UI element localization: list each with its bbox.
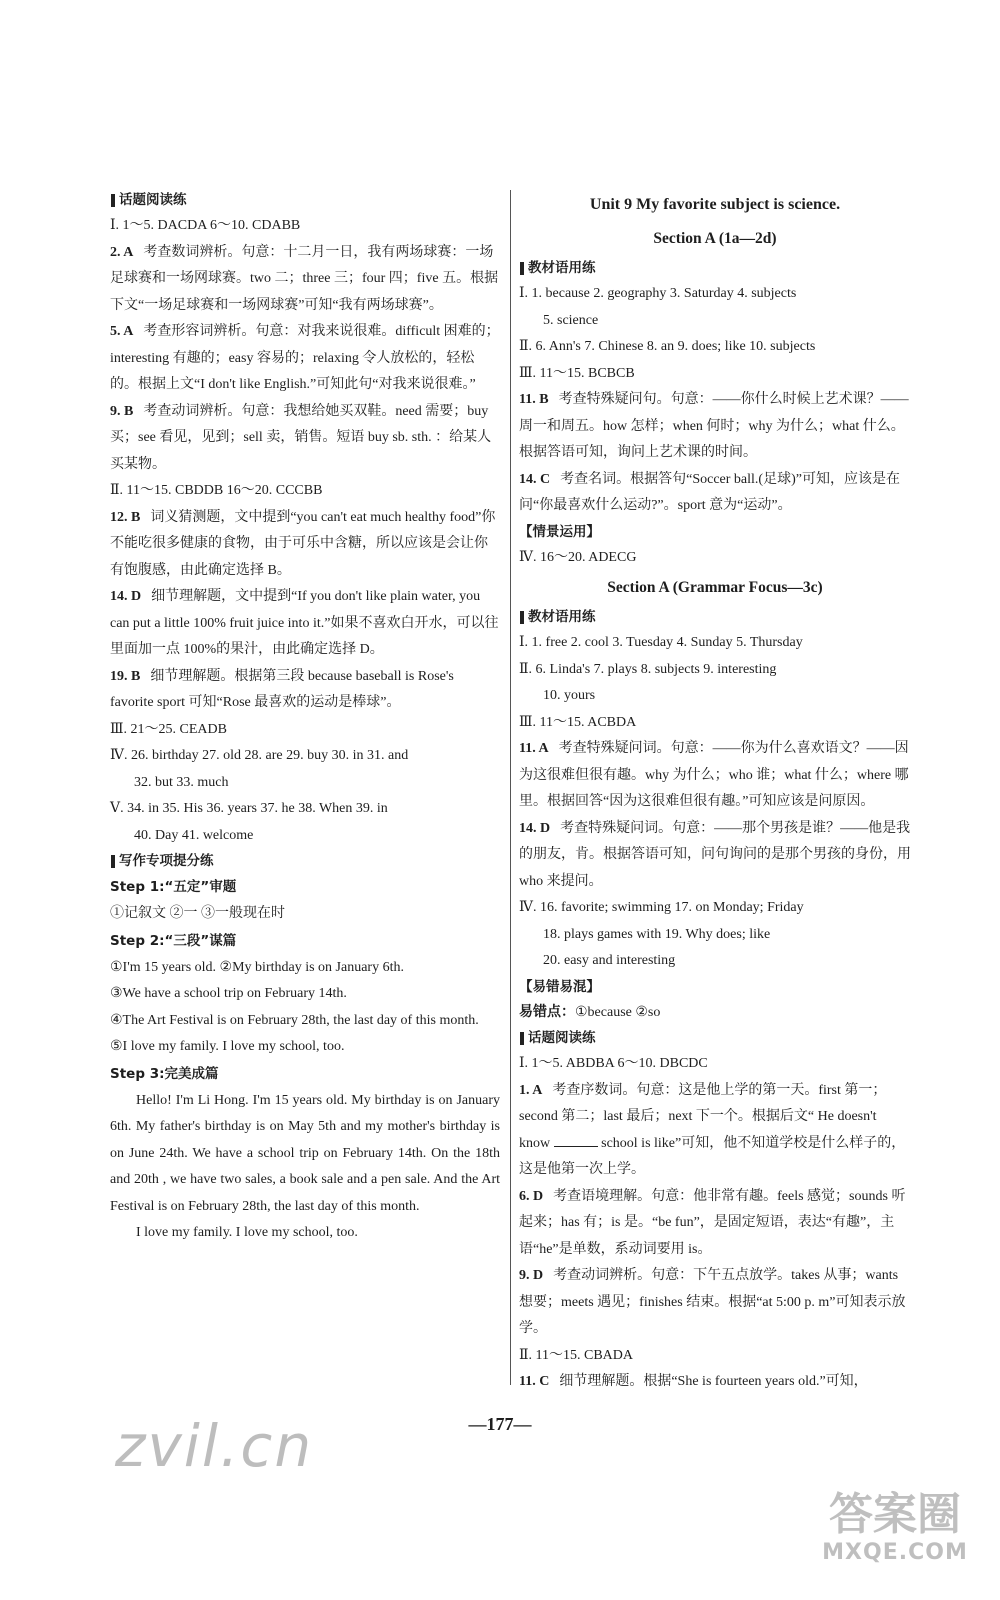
answer-line: Ⅰ. 1. because 2. geography 3. Saturday 4. subjects [519,286,797,301]
section-title: Section A (1a—2d) [653,230,777,247]
explanation-text: 考查动词辨析。句意：下午五点放学。takes 从事；wants 想要；meets 遇见；finishes 结束。根据“at 5:00 p. m”可知表示放学。 [519,1268,906,1336]
answer-line: Ⅲ. 11～15. ACBDA [519,714,637,730]
column-divider [510,190,511,1385]
explanation-text: 考查名词。根据答句“Soccer ball.(足球)”可知，应该是在问“你最喜欢什么运动?”。sport 意为“运动”。 [519,471,900,513]
answer-line: Ⅱ. 11～15. CBDDB 16～20. CCCBB [110,483,323,498]
watermark-domain: MXQE.COM [822,1540,968,1565]
explanation-text: 考查特殊疑问词。句意：——那个男孩是谁？——他是我的朋友，肯。根据答语可知，问句询问的是那个男孩的身份，用 who 来提问。 [519,820,911,889]
step-3-heading: Step 3:完美成篇 [110,1065,219,1082]
section-title: Section A (Grammar Focus—3c) [607,579,823,596]
explanation-q6 [519,1184,911,1264]
explanation-q11 [519,1369,911,1396]
question-number: 6. D [519,1188,544,1204]
answer-line: Ⅰ. 1～5. ABDBA 6～10. DBCDC [519,1056,708,1071]
explanation-text: 考查动词辨析。句意：我想给她买双鞋。need 需要；buy 买；see 看见，见到；sell 卖，销售。短语 buy sb. sth. ：给某人买某物。 [110,403,492,472]
explanation-text: 词义猜测题，文中提到“you can't eat much healthy food”你不能吃很多健康的食物，由于可乐中含糖，所以应该是会让你有饱腹感，由此确定选择 B。 [110,509,496,578]
answer-line: Ⅳ. 26. birthday 27. old 28. are 29. buy 30. in 31. and [110,748,409,763]
left-column [110,188,500,1247]
blank-line [554,1134,598,1147]
watermark-logo-text: 答案圈 [829,1489,961,1540]
watermark-right [810,1490,980,1565]
explanation-text: 细节理解题。根据“She is fourteen years old.”可知， [559,1374,868,1389]
explanation-q9 [519,1263,911,1343]
question-number: 1. A [519,1082,543,1098]
question-number: 9. B [110,403,134,419]
question-number: 14. D [110,589,142,604]
essay-paragraph: Hello! I'm Li Hong. I'm 15 years old. My birthday is on January 6th. My father's birthday is on May 5th and my mother's birthday is on June 24th. We have a school trip on February 14th. On the 18th and 20th , we have two sales, a book sale and a pen sale. And the Art Festival is on February 28th, the last day of this month. [110,1092,500,1214]
section-heading-textbook: 教材语用练 [519,256,911,281]
explanation-text: 考查特殊疑问词。句意：——你为什么喜欢语文？——因为这很难但很有趣。why 为什么；who 谁；what 什么；where 哪里。根据回答“因为这很难但很有趣。”可知应该是问原因。 [519,741,909,809]
step-1-heading: Step 1:“五定”审题 [110,879,237,895]
explanation-q14 [110,584,500,664]
explanation-text: 考查数词辨析。句意：十二月一日，我有两场球赛：一场足球赛和一场网球赛。two 二；three 三；four 四；five 五。根据下文“一场足球赛和一场网球赛”可知“我有两场球赛”。 [110,244,499,313]
question-number: 9. D [519,1268,544,1283]
section-heading-topic-reading: 话题阅读练 [519,1026,911,1051]
answer-line: 32. but 33. much [134,774,229,790]
question-number: 11. A [519,741,549,756]
explanation-text: 细节理解题。根据第三段 because baseball is Rose's favorite sport 可知“Rose 最喜欢的运动是棒球”。 [110,668,454,710]
step-2-line: ⑤I love my family. I love my school, too. [110,1039,345,1054]
answer-line: Ⅴ. 34. in 35. His 36. years 37. he 38. When 39. in [110,801,388,816]
explanation-text: 考查形容词辨析。句意：对我来说很难。difficult 困难的；interesting 有趣的；easy 容易的；relaxing 令人放松的，轻松的。根据上文“I don't like English.”可知此句“对我来说很难。” [110,324,500,392]
error-point-line [519,1000,911,1027]
page-number: —177— [468,1414,532,1434]
question-number: 11. B [519,392,549,407]
explanation-text: 考查序数词。句意：这是他上学的第一天。first 第一；second 第二；last 最后；next 下一个。根据后文“ He doesn't know [519,1082,887,1151]
explanation-q2 [110,240,500,320]
question-number: 14. C [519,471,551,487]
answer-line: 5. science [543,312,599,328]
explanation-q9 [110,399,500,479]
answer-line: 18. plays games with 19. Why does; like [543,926,771,942]
explanation-text: school is like”可知，他不知道学校是什么样子的，这是他第一次上学。 [519,1135,906,1177]
explanation-q14 [519,816,911,896]
essay-paragraph: I love my family. I love my school, too. [136,1225,358,1241]
error-point-text: ①because ②so [575,1004,661,1020]
explanation-text: 考查语境理解。句意：他非常有趣。feels 感觉；sounds 听起来；has 有；is 是。“be fun”，是固定短语，表达“有趣”，主语“he”是单数，系动词要用 is。 [519,1188,906,1257]
explanation-q19 [110,664,500,717]
explanation-text: 考查特殊疑问句。句意：——你什么时候上艺术课？——周一和周五。how 怎样；when 何时；why 为什么；what 什么。根据答语可知，询问上艺术课的时间。 [519,392,909,460]
question-number: 12. B [110,509,141,525]
answer-line: Ⅰ. 1～5. DACDA 6～10. CDABB [110,218,301,233]
answer-line: Ⅲ. 21～25. CEADB [110,721,227,737]
answer-line: Ⅰ. 1. free 2. cool 3. Tuesday 4. Sunday 5. Thursday [519,635,803,650]
question-number: 11. C [519,1374,550,1389]
explanation-text: 细节理解题，文中提到“If you don't like plain water, you can put a little 100% fruit juice into it.”如果不喜欢白开水，可以往里面加一点 100%的果汁，由此确定选择 D。 [110,589,499,657]
watermark-left: zvil.cn [115,1412,314,1480]
question-number: 5. A [110,324,134,339]
explanation-q11 [519,736,911,816]
answer-line: 20. easy and interesting [543,953,676,968]
step-2-line: ①I'm 15 years old. ②My birthday is on January 6th. [110,959,404,975]
explanation-q11 [519,387,911,467]
answer-line: Ⅲ. 11～15. BCBCB [519,365,635,381]
explanation-q14 [519,467,911,520]
error-point-label: 易错点： [519,1004,575,1020]
unit-title: Unit 9 My favorite subject is science. [589,196,841,213]
bracket-heading: 【情景运用】 [519,523,600,540]
answer-line: Ⅱ. 11～15. CBADA [519,1347,634,1363]
step-1-text: ①记叙文 ②一 ③一般现在时 [110,906,285,921]
step-2-line: ③We have a school trip on February 14th. [110,986,347,1001]
bracket-heading: 【易错易混】 [519,978,600,995]
answer-line: Ⅱ. 6. Ann's 7. Chinese 8. an 9. does; like 10. subjects [519,339,816,354]
explanation-q1 [519,1078,911,1184]
answer-line: 10. yours [543,688,596,703]
question-number: 19. B [110,668,141,684]
answer-line: 40. Day 41. welcome [134,827,254,843]
answer-line: Ⅱ. 6. Linda's 7. plays 8. subjects 9. interesting [519,661,777,677]
right-column [519,188,911,1396]
answer-line: Ⅳ. 16. favorite; swimming 17. on Monday; Friday [519,900,804,915]
question-number: 2. A [110,244,134,260]
explanation-q5 [110,319,500,399]
section-heading-textbook: 教材语用练 [519,605,911,630]
explanation-q12 [110,505,500,585]
section-heading-writing: 写作专项提分练 [110,849,500,874]
section-heading-topic-reading: 话题阅读练 [110,188,500,213]
step-2-heading: Step 2:“三段”谋篇 [110,932,237,949]
step-2-line: ④The Art Festival is on February 28th, the last day of this month. [110,1012,479,1028]
answer-line: Ⅳ. 16～20. ADECG [519,549,637,565]
question-number: 14. D [519,820,551,836]
